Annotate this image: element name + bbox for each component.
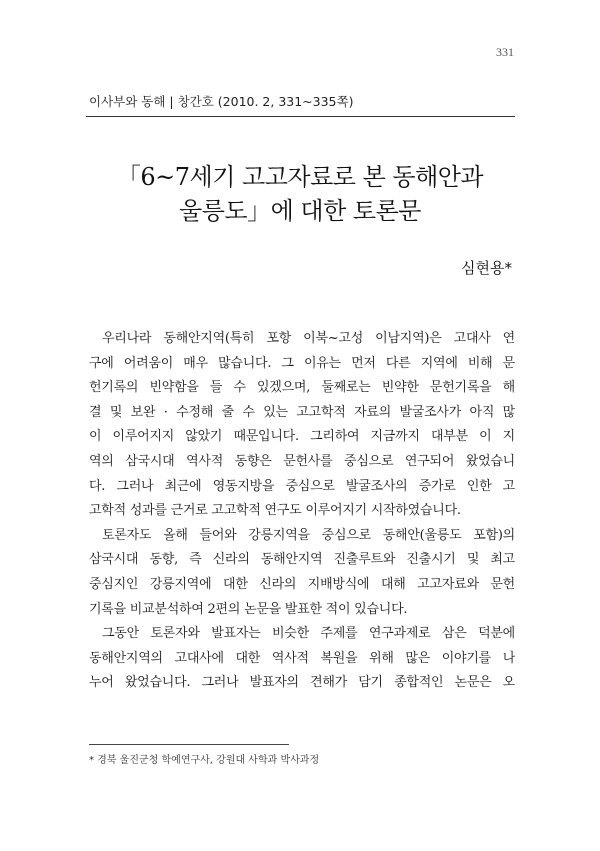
body-line: 중심지인 강릉지역에 대한 신라의 지배방식에 대해 고고자료와 문헌	[89, 576, 515, 592]
footnote-rule	[89, 744, 289, 745]
title-line-2: 울릉도」에 대한 토론문	[179, 197, 421, 225]
body-line: 구에 어려움이 매우 많습니다. 그 이유는 먼저 다른 지역에 비해 문	[89, 355, 515, 371]
body-line: 토론자도 올해 들어와 강릉지역을 중심으로 동해안(울릉도 포함)의	[102, 527, 515, 543]
body-line: 결 및 보완 · 수정해 줄 수 있는 고고학적 자료의 발굴조사가 아직 많	[89, 404, 515, 420]
body-line: 기록을 비교분석하여 2편의 논문을 발표한 적이 있습니다.	[89, 601, 408, 617]
body-line: 삼국시대 동향, 즉 신라의 동해안지역 진출루트와 진출시기 및 최고	[89, 552, 515, 568]
title-line-1: 「6~7세기 고고자료로 본 동해안과	[116, 163, 484, 191]
body-line: 헌기록의 빈약함을 들 수 있겠으며, 둘째로는 빈약한 문헌기록을 해	[89, 380, 515, 396]
body-line: 동해안지역의 고대사에 대한 역사적 복원을 위해 많은 이야기를 나	[89, 650, 515, 666]
body-line: 우리나라 동해안지역(특히 포항 이북~고성 이남지역)은 고대사 연	[102, 331, 515, 346]
body-line: 그동안 토론자와 발표자는 비슷한 주제를 연구과제로 삼은 덕분에	[102, 626, 515, 642]
header-rule	[86, 116, 515, 117]
paper-title	[70, 160, 530, 228]
body-line: 이 이루어지지 않았기 때문입니다. 그리하여 지금까지 대부분 이 지	[89, 429, 515, 445]
footnote: * 경북 울진군청 학예연구사, 강원대 사학과 박사과정	[89, 755, 320, 766]
body-line: 역의 삼국시대 역사적 동향은 문헌사를 중심으로 연구되어 왔었습니	[89, 453, 515, 469]
author: 심현용*	[461, 259, 512, 277]
page-number: 331	[496, 45, 514, 59]
body-line: 누어 왔었습니다. 그러나 발표자의 견해가 담기 종합적인 논문은 오	[89, 675, 515, 691]
body-line: 고학적 성과를 근거로 고고학적 연구도 이루어지기 시작하였습니다.	[89, 503, 461, 519]
body-text	[89, 327, 515, 696]
running-header: 이사부와 동해 | 창간호 (2010. 2, 331~335쪽)	[89, 94, 354, 109]
body-line: 다. 그러나 최근에 영동지방을 중심으로 발굴조사의 증가로 인한 고	[89, 478, 515, 494]
